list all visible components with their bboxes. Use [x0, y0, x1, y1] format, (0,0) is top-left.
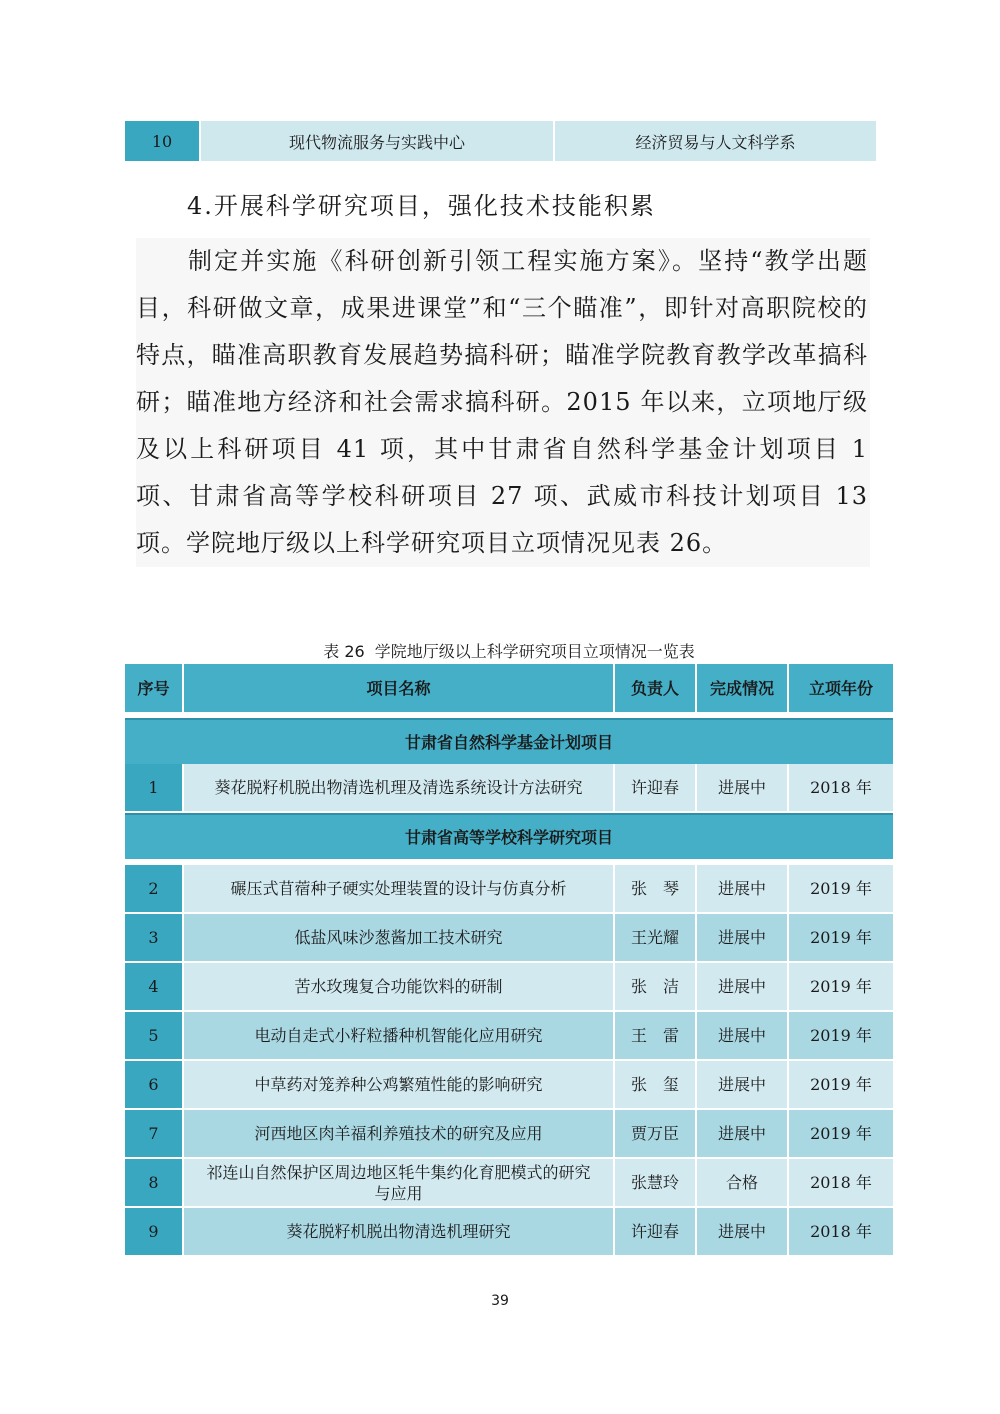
cell-name: 电动自走式小籽粒播种机智能化应用研究 [184, 1012, 615, 1059]
cell-year: 2018 年 [789, 1208, 893, 1255]
category-row-higher-education: 甘肃省高等学校科学研究项目 [125, 813, 893, 859]
cell-year: 2019 年 [789, 963, 893, 1010]
cell-year: 2018 年 [789, 764, 893, 811]
cell-no: 9 [125, 1208, 184, 1255]
cell-leader: 张 洁 [615, 963, 697, 1010]
cell-leader: 王 雷 [615, 1012, 697, 1059]
cell-name: 葵花脱籽机脱出物清选机理及清选系统设计方法研究 [184, 764, 615, 811]
cell-name: 低盐风味沙葱酱加工技术研究 [184, 914, 615, 961]
cell-name: 河西地区肉羊福利养殖技术的研究及应用 [184, 1110, 615, 1157]
cell-year: 2019 年 [789, 1110, 893, 1157]
cell-status: 进展中 [697, 963, 789, 1010]
cell-leader: 张慧玲 [615, 1159, 697, 1206]
cell-status: 合格 [697, 1159, 789, 1206]
cell-leader: 王光耀 [615, 914, 697, 961]
cell-no: 8 [125, 1159, 184, 1206]
cell-no: 7 [125, 1110, 184, 1157]
cell-status: 进展中 [697, 1208, 789, 1255]
header-year: 立项年份 [789, 664, 893, 712]
table-caption [125, 639, 893, 662]
header-status: 完成情况 [697, 664, 789, 712]
cell-leader: 许迎春 [615, 1208, 697, 1255]
category-row-natural-science: 甘肃省自然科学基金计划项目 [125, 718, 893, 764]
table-caption-label: 表 26 [323, 642, 365, 661]
table-row [125, 1208, 893, 1255]
cell-year: 2019 年 [789, 1012, 893, 1059]
table-row [125, 1159, 893, 1206]
cell-leader: 张 琴 [615, 865, 697, 912]
cell-no: 5 [125, 1012, 184, 1059]
header-no: 序号 [125, 664, 184, 712]
cell-name: 苦水玫瑰复合功能饮料的研制 [184, 963, 615, 1010]
row-number: 10 [125, 121, 199, 161]
cell-name: 碾压式苜蓿种子硬实处理装置的设计与仿真分析 [184, 865, 615, 912]
table-row [125, 1110, 893, 1157]
previous-table-last-row [125, 121, 876, 161]
table-caption-title: 学院地厅级以上科学研究项目立项情况一览表 [374, 642, 695, 661]
body-paragraph: 制定并实施《科研创新引领工程实施方案》。坚持“教学出题目，科研做文章，成果进课堂”和“三个瞄准”，即针对高职院校的特点，瞄准高职教育发展趋势搞科研；瞄准学院教育教学改革搞科研；瞄准地方经济和社会需求搞科研。2015 年以来，立项地厅级及以上科研项目 41 项，其中甘肃省自然科学基金计划项目 1 项、甘肃省高等学校科研项目 27 项、武威市科技计划项目 13 项。学院地厅级以上科学研究项目立项情况见表 26。 [136, 238, 870, 567]
cell-leader: 张 玺 [615, 1061, 697, 1108]
cell-no: 6 [125, 1061, 184, 1108]
table-row [125, 865, 893, 912]
cell-year: 2019 年 [789, 1061, 893, 1108]
cell-year: 2019 年 [789, 865, 893, 912]
header-name: 项目名称 [184, 664, 615, 712]
row-department: 经济贸易与人文科学系 [555, 121, 876, 161]
table-row [125, 963, 893, 1010]
cell-status: 进展中 [697, 1110, 789, 1157]
table-row [125, 914, 893, 961]
cell-status: 进展中 [697, 914, 789, 961]
cell-leader: 许迎春 [615, 764, 697, 811]
cell-name: 葵花脱籽机脱出物清选机理研究 [184, 1208, 615, 1255]
cell-status: 进展中 [697, 865, 789, 912]
cell-no: 3 [125, 914, 184, 961]
cell-year: 2019 年 [789, 914, 893, 961]
cell-no: 1 [125, 764, 184, 811]
cell-name: 中草药对笼养种公鸡繁殖性能的影响研究 [184, 1061, 615, 1108]
cell-leader: 贾万臣 [615, 1110, 697, 1157]
table-header-row [125, 664, 893, 712]
table-row [125, 1012, 893, 1059]
table-row [125, 764, 893, 811]
cell-no: 4 [125, 963, 184, 1010]
page-number: 39 [491, 1293, 509, 1309]
table-row [125, 1061, 893, 1108]
cell-no: 2 [125, 865, 184, 912]
header-leader: 负责人 [615, 664, 697, 712]
cell-status: 进展中 [697, 1061, 789, 1108]
section-heading: 4.开展科学研究项目，强化技术技能积累 [187, 192, 656, 220]
cell-status: 进展中 [697, 1012, 789, 1059]
row-center-name: 现代物流服务与实践中心 [201, 121, 553, 161]
research-projects-table [125, 664, 893, 1257]
cell-name: 祁连山自然保护区周边地区牦牛集约化育肥模式的研究与应用 [184, 1159, 615, 1206]
cell-status: 进展中 [697, 764, 789, 811]
cell-year: 2018 年 [789, 1159, 893, 1206]
